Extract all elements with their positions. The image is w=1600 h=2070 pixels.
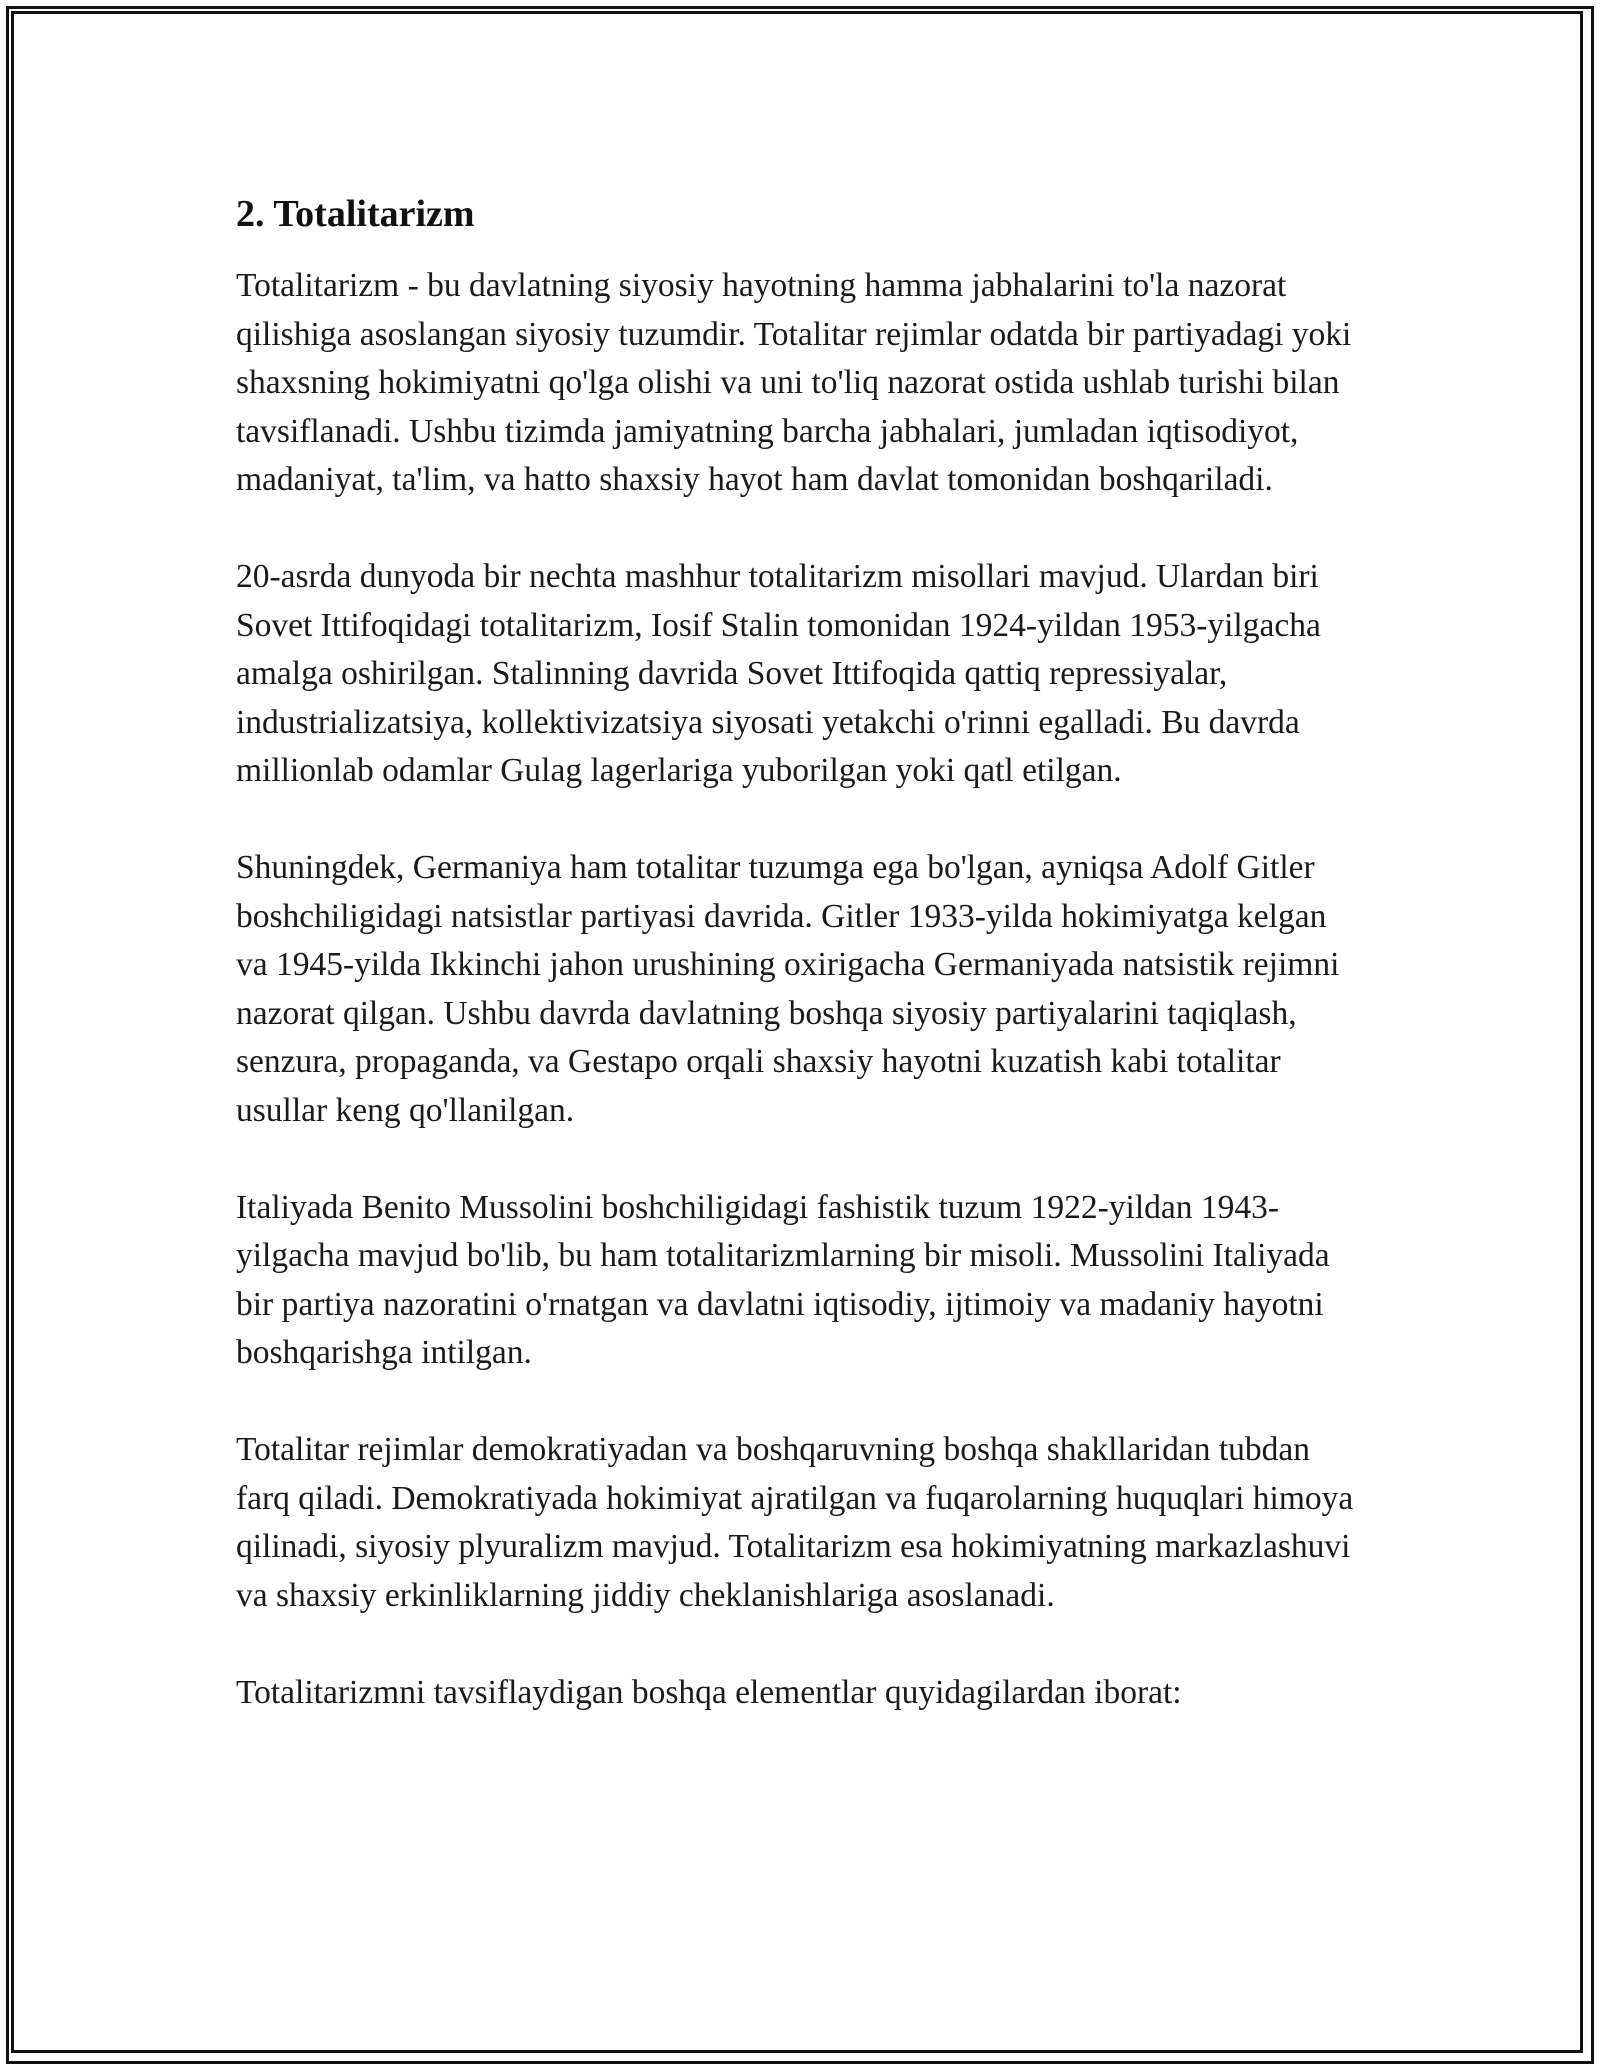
paragraph-elements-intro: Totalitarizmni tavsiflaydigan boshqa elementlar quyidagilardan iborat:	[236, 1673, 1182, 1711]
document-body	[236, 188, 1366, 1766]
paragraph-soviet-union: 20-asrda dunyoda bir nechta mashhur totalitarizm misollari mavjud. Ulardan biri Sovet Ittifoqidagi totalitarizm, Iosif Stalin tomonidan 1924-yildan 1953-yilgacha amalga oshirilgan. Stalinning davrida Sovet Ittifoqida qattiq repressiyalar, industrializatsiya, kollektivizatsiya siyosati yetakchi o'rinni egalladi. Bu davrda millionlab odamlar Gulag lagerlariga yuborilgan yoki qatl etilgan.	[236, 558, 1321, 789]
section-heading: 2. Totalitarizm	[236, 193, 475, 235]
paragraph-germany: Shuningdek, Germaniya ham totalitar tuzumga ega bo'lgan, ayniqsa Adolf Gitler boshchiligidagi natsistlar partiyasi davrida. Gitler 1933-yilda hokimiyatga kelgan va 1945-yilda Ikkinchi jahon urushining oxirigacha Germaniyada natsistik rejimni nazorat qilgan. Ushbu davrda davlatning boshqa siyosiy partiyalarini taqiqlash, senzura, propaganda, va Gestapo orqali shaxsiy hayotni kuzatish kabi totalitar usullar keng qo'llanilgan.	[236, 849, 1340, 1129]
paragraph-definition: Totalitarizm - bu davlatning siyosiy hayotning hamma jabhalarini to'la nazorat qilishiga asoslangan siyosiy tuzumdir. Totalitar rejimlar odatda bir partiyadagi yoki shaxsning hokimiyatni qo'lga olishi va uni to'liq nazorat ostida ushlab turishi bilan tavsiflanadi. Ushbu tizimda jamiyatning barcha jabhalari, jumladan iqtisodiyot, madaniyat, ta'lim, va hatto shaxsiy hayot ham davlat tomonidan boshqariladi.	[236, 267, 1352, 498]
paragraph-comparison: Totalitar rejimlar demokratiyadan va boshqaruvning boshqa shakllaridan tubdan farq qiladi. Demokratiyada hokimiyat ajratilgan va fuqarolarning huquqlari himoya qilinadi, siyosiy plyuralizm mavjud. Totalitarizm esa hokimiyatning markazlashuvi va shaxsiy erkinliklarning jiddiy cheklanishlariga asoslanadi.	[236, 1431, 1354, 1614]
paragraph-italy: Italiyada Benito Mussolini boshchiligidagi fashistik tuzum 1922-yildan 1943-yilgacha mavjud bo'lib, bu ham totalitarizmlarning bir misoli. Mussolini Italiyada bir partiya nazoratini o'rnatgan va davlatni iqtisodiy, ijtimoiy va madaniy hayotni boshqarishga intilgan.	[236, 1188, 1330, 1371]
